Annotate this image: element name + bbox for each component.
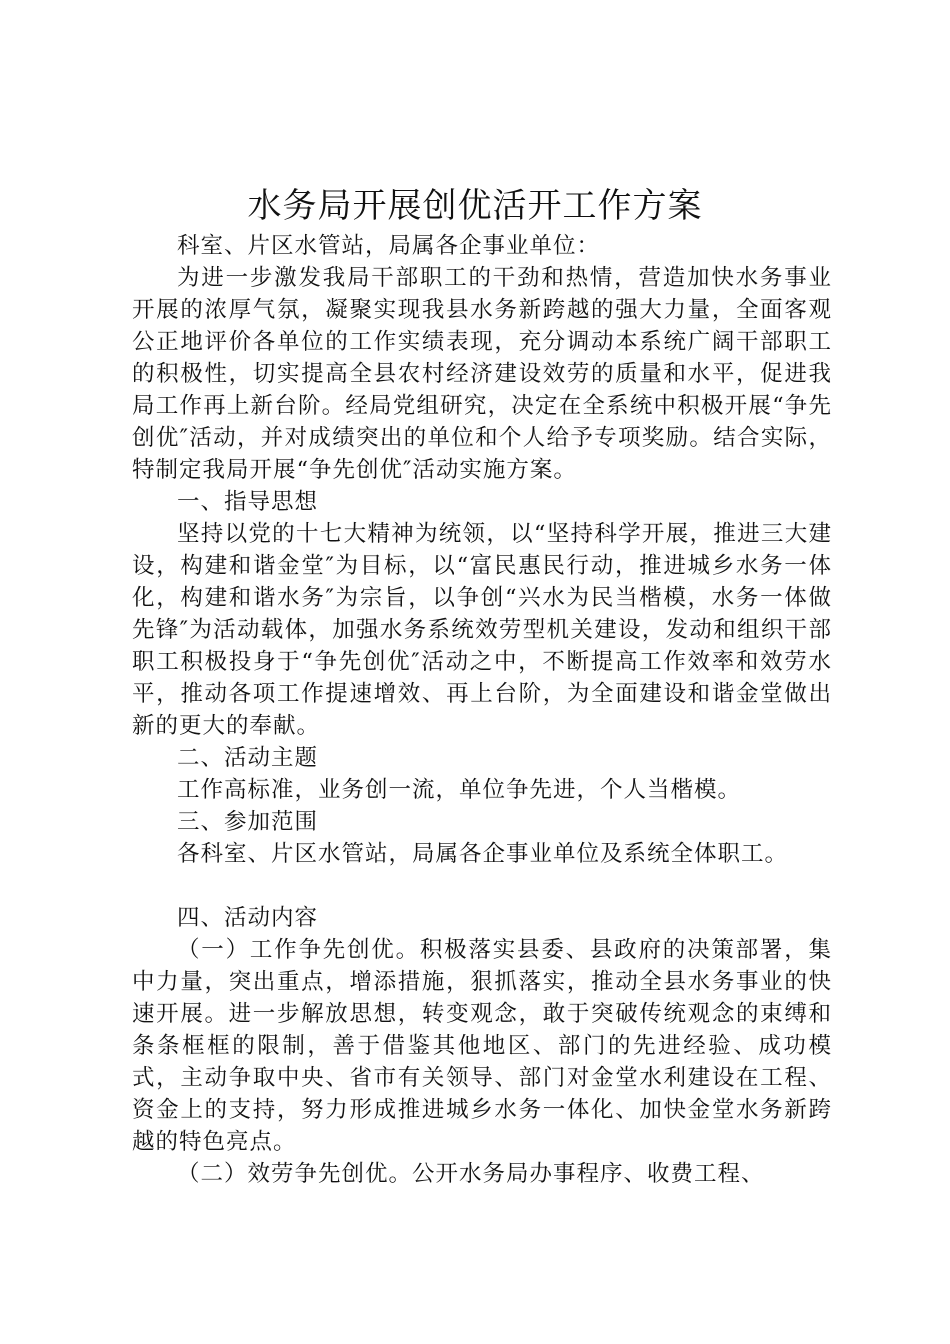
document-title: 水务局开展创优活开工作方案 [247,186,703,226]
section-heading-activity-content: 四、活动内容 [177,905,319,931]
section-heading-scope: 三、参加范围 [177,809,319,835]
guiding-ideology-paragraph: 坚持以党的十七大精神为统领，以“坚持科学开展，推进三大建设，构建和谐金堂″为目标，以“富民惠民行动，推进城乡水务一体化，构建和谐水务″为宗旨，以争创“兴水为民当楷模，水务一体做先锋″为活动载体，加强水务系统效劳型机关建设，发动和组织干部职工积极投身于“争先创优″活动之中，不断提高工作效率和效劳水平，推动各项工作提速增效、再上台阶，为全面建设和谐金堂做出新的更大的奉献。 [132,521,832,739]
content-item-work: （一）工作争先创优。积极落实县委、县政府的决策部署，集中力量，突出重点，增添措施，狠抓落实，推动全县水务事业的快速开展。进一步解放思想，转变观念，敢于突破传统观念的束缚和条条框框的限制，善于借鉴其他地区、部门的先进经验、成功模式，主动争取中央、省市有关领导、部门对金堂水利建设在工程、资金上的支持，努力形成推进城乡水务一体化、加快金堂水务新跨越的特色亮点。 [132,937,832,1155]
intro-paragraph: 为进一步激发我局干部职工的干劲和热情，营造加快水务事业开展的浓厚气氛，凝聚实现我县水务新跨越的强大力量，全面客观公正地评价各单位的工作实绩表现，充分调动本系统广阔干部职工的积极性，切实提高全县农村经济建设效劳的质量和水平，促进我局工作再上新台阶。经局党组研究，决定在全系统中积极开展“争先创优″活动，并对成绩突出的单位和个人给予专项奖励。结合实际，特制定我局开展“争先创优″活动实施方案。 [132,265,832,483]
activity-theme-paragraph: 工作高标准，业务创一流，单位争先进，个人当楷模。 [177,777,742,803]
content-item-service: （二）效劳争先创优。公开水务局办事程序、收费工程、 [177,1161,765,1187]
section-heading-activity-theme: 二、活动主题 [177,745,319,771]
scope-paragraph: 各科室、片区水管站，局属各企事业单位及系统全体职工。 [177,841,789,867]
document-body [132,230,832,1190]
salutation: 科室、片区水管站，局属各企事业单位： [177,233,601,259]
section-heading-guiding-ideology: 一、指导思想 [177,489,319,515]
